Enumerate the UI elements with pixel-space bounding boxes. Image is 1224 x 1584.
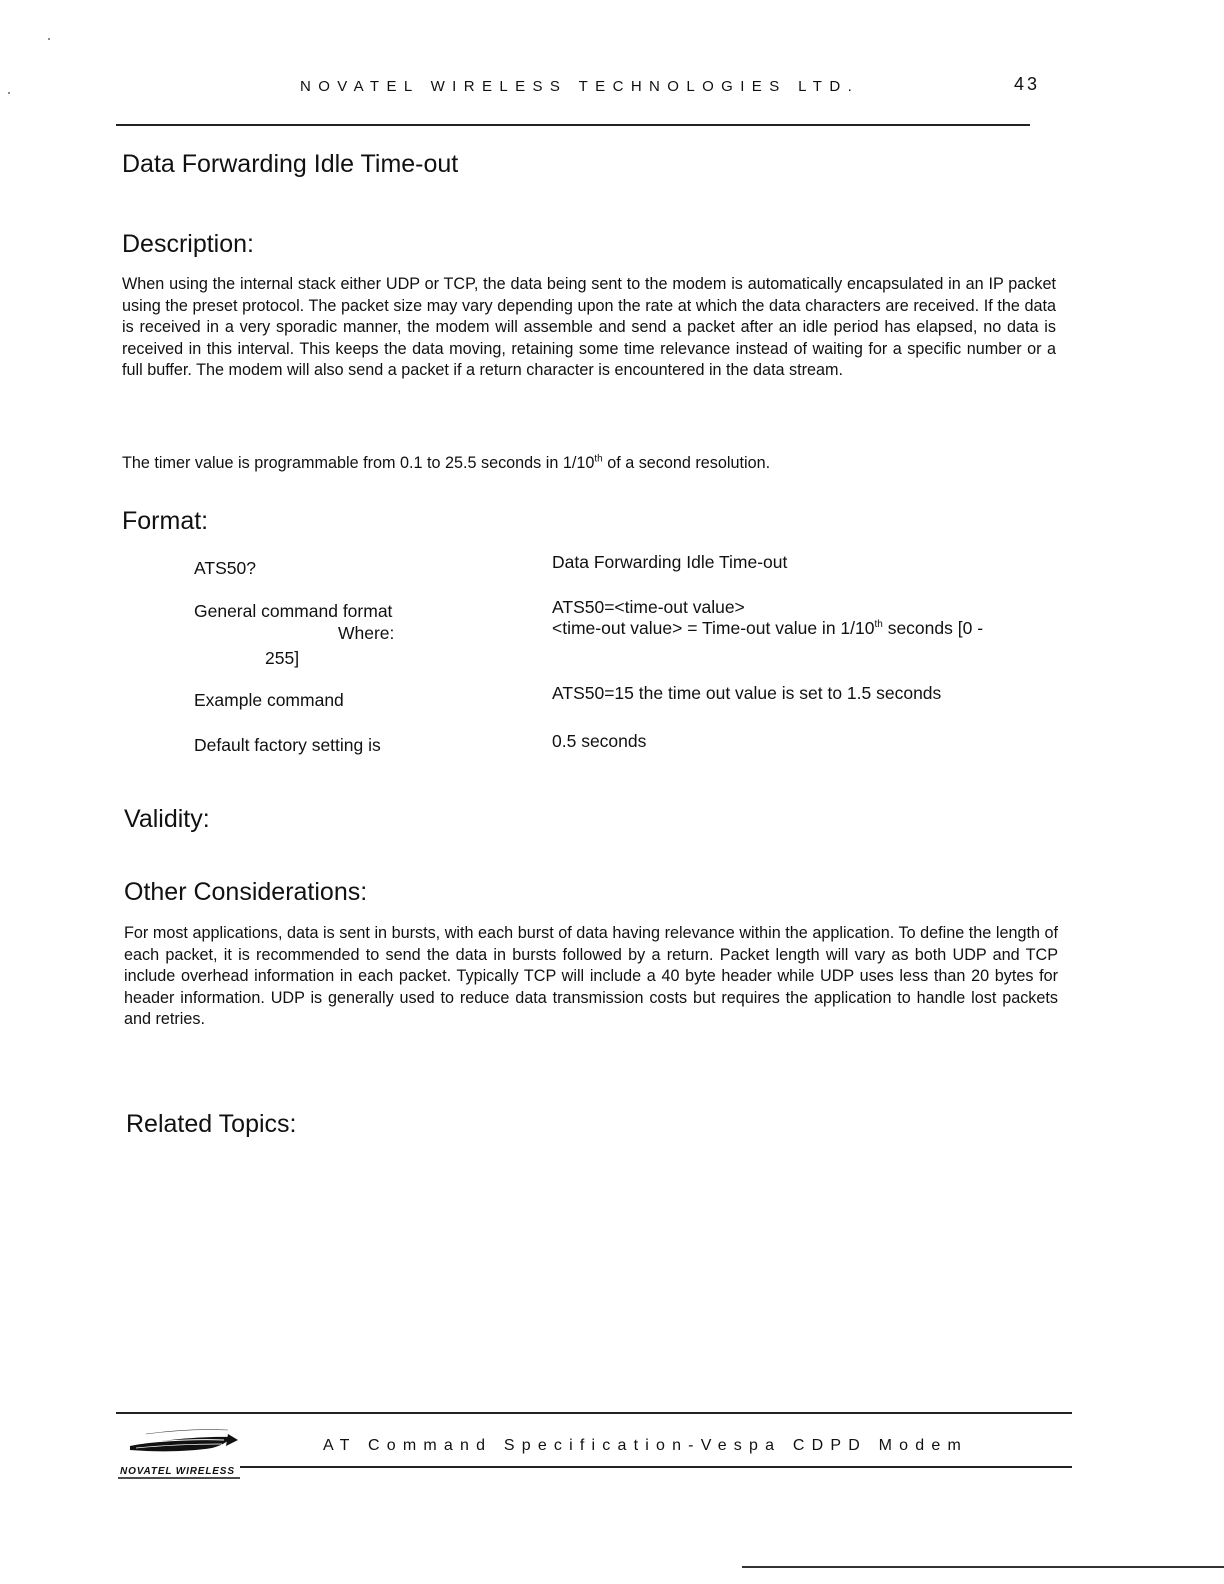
scan-speck bbox=[8, 92, 10, 94]
timer-range-paragraph bbox=[122, 453, 1056, 475]
header-company-name: NOVATEL WIRELESS TECHNOLOGIES LTD. bbox=[300, 78, 860, 95]
format-example-value: ATS50=15 the time out value is set to 1.5 seconds bbox=[552, 683, 942, 703]
format-default-value: 0.5 seconds bbox=[552, 731, 647, 751]
format-range-end: 255] bbox=[265, 648, 300, 668]
svg-text:NOVATEL WIRELESS: NOVATEL WIRELESS bbox=[120, 1466, 234, 1477]
format-example-label: Example command bbox=[194, 690, 344, 710]
where-value-superscript: th bbox=[874, 619, 883, 631]
page-title: Data Forwarding Idle Time-out bbox=[122, 150, 459, 178]
novatel-wireless-logo bbox=[116, 1424, 242, 1480]
footer-divider-top bbox=[116, 1412, 1072, 1414]
timer-range-text-start: The timer value is programmable from 0.1 to 25.5 seconds in 1/10 bbox=[122, 454, 595, 472]
format-query-value: Data Forwarding Idle Time-out bbox=[552, 552, 788, 572]
format-default-label: Default factory setting is bbox=[194, 735, 381, 755]
header-divider bbox=[116, 124, 1030, 126]
description-heading: Description: bbox=[122, 230, 254, 258]
format-heading: Format: bbox=[122, 507, 209, 535]
footer-divider-bottom bbox=[240, 1466, 1072, 1468]
format-where-value bbox=[552, 618, 983, 639]
format-general-label: General command format bbox=[194, 601, 393, 621]
scan-edge-line bbox=[742, 1566, 1224, 1568]
format-where-label: Where: bbox=[338, 623, 395, 643]
page-number: 43 bbox=[1014, 74, 1041, 94]
where-value-text-start: <time-out value> = Time-out value in 1/10 bbox=[552, 618, 875, 638]
scan-speck bbox=[48, 38, 50, 40]
validity-heading: Validity: bbox=[124, 805, 210, 833]
timer-range-superscript: th bbox=[594, 453, 603, 465]
description-paragraph: When using the internal stack either UDP or TCP, the data being sent to the modem is automatically encapsulated in an IP packet using the preset protocol. The packet size may vary depending upon the rate at which the data characters are received. If the data is received in a very sporadic manner, the modem will assemble and send a packet after an idle period has elapsed, no data is received in this interval. This keeps the data moving, retaining some time relevance instead of waiting for a specific number or a full buffer. The modem will also send a packet if a return character is encountered in the data stream. bbox=[122, 275, 1056, 379]
format-general-value: ATS50=<time-out value> bbox=[552, 597, 745, 617]
other-considerations-paragraph: For most applications, data is sent in bursts, with each burst of data having relevance within the application. To define the length of each packet, it is recommended to send the data in bursts followed by a return. Packet length will vary as both UDP and TCP include overhead information in each packet. Typically TCP will include a 40 byte header while UDP uses less than 20 bytes for header information. UDP is generally used to reduce data transmission costs but requires the application to handle lost packets and retries. bbox=[124, 924, 1058, 1028]
footer-document-title: AT Command Specification-Vespa CDPD Modem bbox=[323, 1437, 968, 1454]
other-considerations-heading: Other Considerations: bbox=[124, 878, 368, 906]
format-query-label: ATS50? bbox=[194, 558, 256, 578]
where-value-text-end: seconds [0 - bbox=[882, 618, 984, 638]
timer-range-text-end: of a second resolution. bbox=[602, 454, 771, 472]
related-topics-heading: Related Topics: bbox=[126, 1110, 297, 1138]
